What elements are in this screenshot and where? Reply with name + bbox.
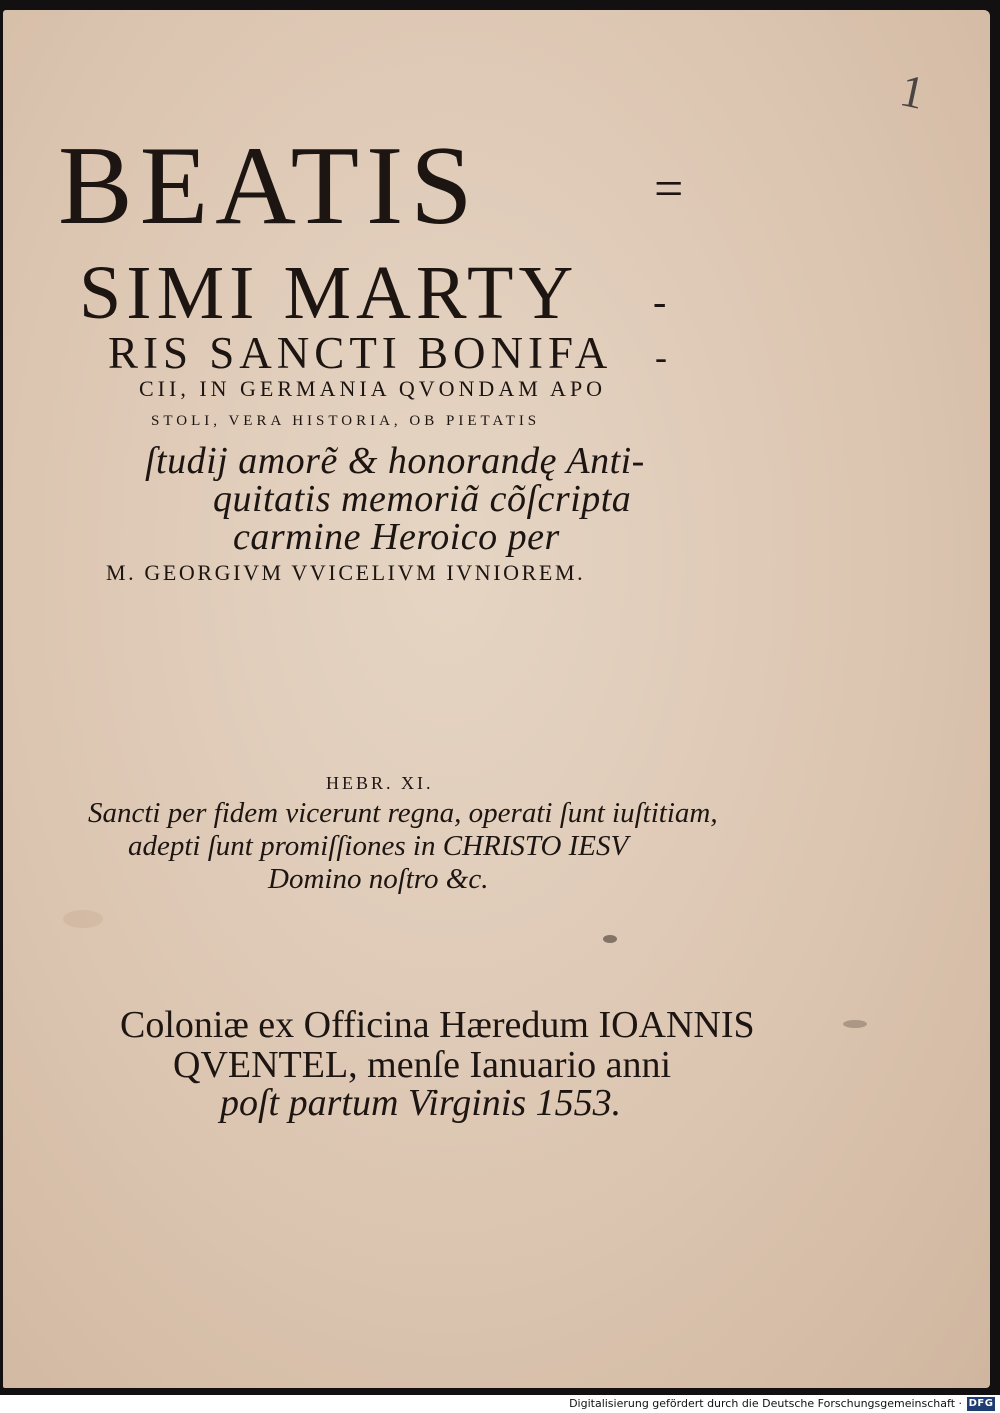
title-line-5: STOLI, VERA HISTORIA, OB PIETATIS (151, 413, 541, 429)
citation-reference: HEBR. XI. (326, 773, 434, 793)
citation-line-1: Sancti per fidem vicerunt regna, operati ſunt iuſtitiam, (88, 797, 718, 829)
hyphen-mark-1: = (654, 161, 684, 218)
funding-credit: Digitalisierung gefördert durch die Deutsche Forschungsgemeinschaft · (569, 1397, 962, 1410)
imprint-line-1: Coloniæ ex Officina Hæredum IOANNIS (120, 1004, 755, 1046)
title-line-3: RIS SANCTI BONIFA (108, 328, 613, 378)
title-line-6: ſtudij amorẽ & honorandę Anti- (145, 440, 645, 482)
paper-stain (63, 910, 103, 928)
dfg-logo: DFG (968, 1398, 994, 1409)
title-line-7: quitatis memoriã cõſcripta (213, 478, 632, 520)
ink-spot (603, 935, 617, 943)
hyphen-mark-2: - (653, 279, 667, 324)
hyphen-mark-3: - (655, 337, 667, 377)
paper-mark (843, 1020, 867, 1028)
citation-line-3: Domino noſtro &c. (268, 863, 489, 895)
title-page (3, 10, 990, 1388)
page-number-mark: 1 (895, 64, 930, 119)
imprint-line-3: poſt partum Virginis 1553. (220, 1082, 622, 1124)
title-line-4: CII, IN GERMANIA QVONDAM APO (139, 376, 607, 401)
digitization-footer (0, 1396, 1000, 1413)
title-line-8: carmine Heroico per (233, 516, 560, 558)
title-line-1: BEATIS (58, 124, 480, 248)
imprint-line-2: QVENTEL, menſe Ianuario anni (173, 1044, 672, 1086)
title-line-2: SIMI MARTY (79, 251, 579, 335)
citation-line-2: adepti ſunt promiſſiones in CHRISTO IESV (128, 830, 629, 862)
author-line: M. GEORGIVM VVICELIVM IVNIOREM. (106, 560, 586, 585)
